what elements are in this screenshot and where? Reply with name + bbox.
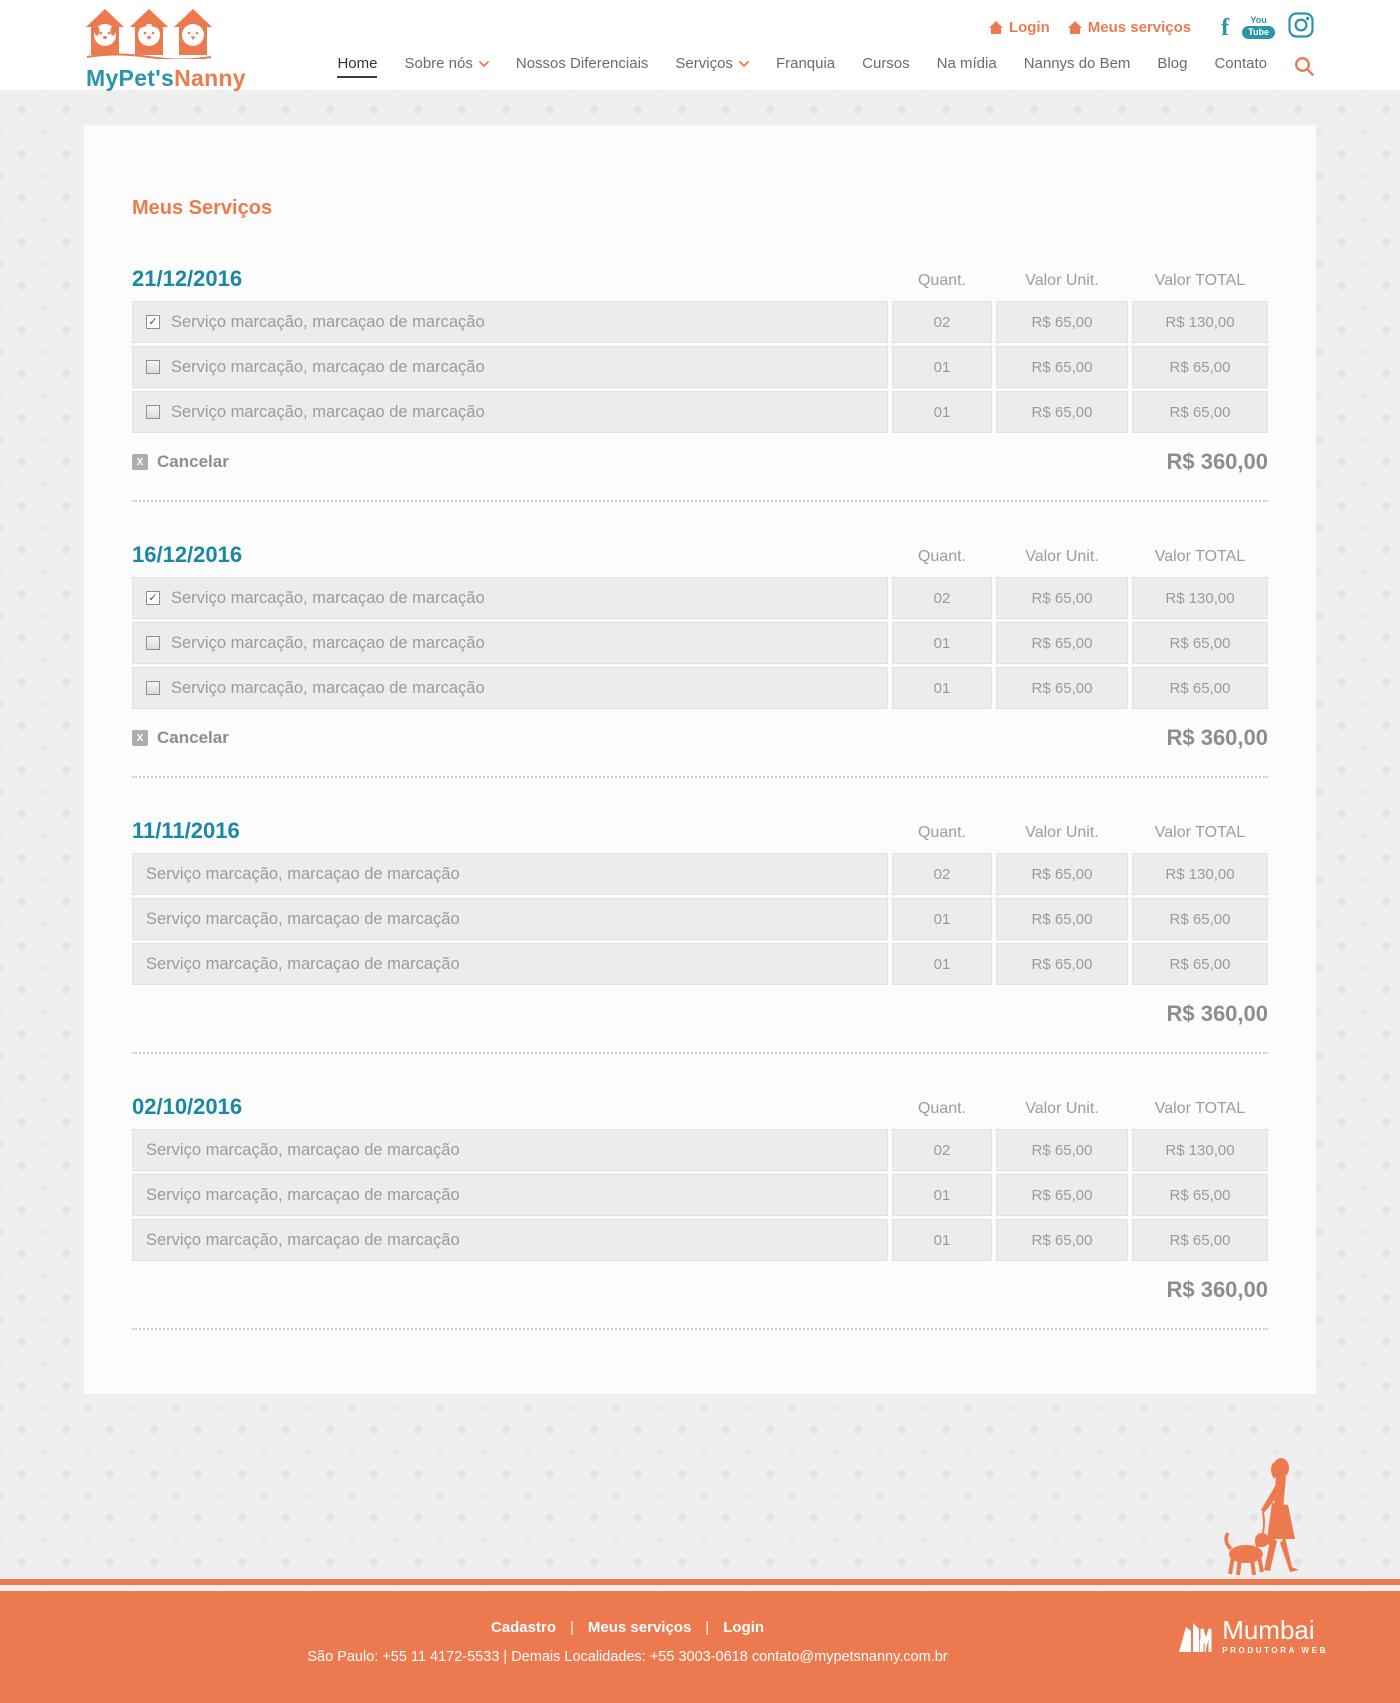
section-footer [132, 1000, 1268, 1028]
logo-text-mypets: MyPet's [86, 65, 175, 91]
service-desc-cell [132, 301, 888, 343]
service-row [132, 943, 1268, 985]
service-quant: 01 [892, 943, 992, 985]
service-row [132, 1219, 1268, 1261]
service-description: Serviço marcação, marcaçao de marcação [146, 1140, 460, 1159]
mumbai-text [1222, 1617, 1328, 1655]
column-header-quant: Quant. [917, 824, 967, 841]
facebook-icon[interactable]: f [1221, 14, 1230, 41]
service-unit-value: R$ 65,00 [996, 391, 1128, 433]
service-row [132, 853, 1268, 895]
mumbai-logo[interactable] [1178, 1617, 1328, 1655]
service-unit-value: R$ 65,00 [996, 1219, 1128, 1261]
service-row [132, 577, 1268, 619]
logo[interactable] [86, 7, 246, 92]
nav-label: Home [337, 55, 378, 72]
service-row [132, 391, 1268, 433]
nav-item-home[interactable] [337, 55, 377, 78]
site-header [0, 0, 1400, 90]
search-icon [1294, 56, 1314, 76]
service-description: Serviço marcação, marcaçao de marcação [171, 588, 485, 607]
service-row [132, 667, 1268, 709]
separator: | [570, 1619, 574, 1636]
service-description: Serviço marcação, marcaçao de marcação [146, 909, 460, 928]
service-checkbox-checked[interactable]: ✓ [146, 591, 160, 605]
service-desc-cell [132, 853, 888, 895]
service-description: Serviço marcação, marcaçao de marcação [171, 633, 485, 652]
service-description: Serviço marcação, marcaçao de marcação [171, 402, 485, 421]
content-card [84, 125, 1316, 1394]
service-unit-value: R$ 65,00 [996, 853, 1128, 895]
service-total-value: R$ 65,00 [1132, 898, 1268, 940]
service-desc-cell [132, 667, 888, 709]
service-quant: 02 [892, 853, 992, 895]
column-header-quant: Quant. [917, 272, 967, 289]
section-total: R$ 360,00 [1166, 449, 1268, 474]
column-header-unit: Valor Unit. [1025, 548, 1099, 565]
nav-item-blog[interactable] [1157, 55, 1187, 78]
service-desc-cell [132, 943, 888, 985]
nav-item-na-midia[interactable] [937, 55, 997, 78]
column-header-total: Valor TOTAL [1154, 824, 1246, 841]
nav-label: Contato [1214, 55, 1267, 72]
service-desc-cell [132, 1129, 888, 1171]
service-unit-value: R$ 65,00 [996, 577, 1128, 619]
service-desc-cell [132, 391, 888, 433]
footer-content [0, 1591, 1255, 1665]
service-checkbox-unchecked[interactable] [146, 360, 160, 374]
service-row [132, 1174, 1268, 1216]
service-description: Serviço marcação, marcaçao de marcação [146, 954, 460, 973]
service-checkbox-unchecked[interactable] [146, 636, 160, 650]
service-total-value: R$ 65,00 [1132, 943, 1268, 985]
section-header [132, 818, 1268, 844]
service-quant: 01 [892, 1219, 992, 1261]
utility-nav [989, 12, 1314, 43]
search-button[interactable] [1294, 56, 1314, 78]
nav-item-cursos[interactable] [862, 55, 910, 78]
section-header [132, 266, 1268, 292]
service-total-value: R$ 65,00 [1132, 346, 1268, 388]
instagram-icon[interactable] [1288, 12, 1314, 43]
service-row [132, 301, 1268, 343]
nav-label: Na mídia [936, 55, 997, 72]
column-header-unit: Valor Unit. [1025, 1100, 1099, 1117]
dog-walker-silhouette [1224, 1453, 1312, 1579]
service-total-value: R$ 130,00 [1132, 577, 1268, 619]
chevron-down-icon [739, 61, 749, 67]
footer-contact-info: São Paulo: +55 11 4172-5533 | Demais Localidades: +55 3003-0618 contato@mypetsnanny.com.br [307, 1649, 948, 1665]
youtube-icon[interactable] [1242, 16, 1275, 39]
service-description: Serviço marcação, marcaçao de marcação [171, 678, 485, 697]
site-footer [0, 1591, 1400, 1703]
service-unit-value: R$ 65,00 [996, 943, 1128, 985]
service-total-value: R$ 65,00 [1132, 1219, 1268, 1261]
social-icons [1221, 12, 1314, 43]
service-total-value: R$ 130,00 [1132, 853, 1268, 895]
service-total-value: R$ 65,00 [1132, 622, 1268, 664]
section-total: R$ 360,00 [1166, 1277, 1268, 1302]
service-description: Serviço marcação, marcaçao de marcação [171, 312, 485, 331]
nav-item-servicos[interactable] [675, 55, 749, 78]
cancel-button[interactable] [132, 728, 229, 748]
service-total-value: R$ 130,00 [1132, 1129, 1268, 1171]
service-quant: 01 [892, 622, 992, 664]
service-row [132, 346, 1268, 388]
column-header-total: Valor TOTAL [1154, 1100, 1246, 1117]
column-header-unit: Valor Unit. [1025, 824, 1099, 841]
service-checkbox-unchecked[interactable] [146, 405, 160, 419]
nav-label: Cursos [862, 55, 910, 72]
close-x-icon: X [132, 730, 148, 746]
mumbai-tagline: PRODUTORA WEB [1222, 1646, 1328, 1655]
nav-item-sobre-nos[interactable] [404, 55, 488, 78]
service-desc-cell [132, 1219, 888, 1261]
cancel-label: Cancelar [157, 728, 229, 747]
service-unit-value: R$ 65,00 [996, 898, 1128, 940]
service-section-11-11-2016 [132, 818, 1268, 1054]
service-unit-value: R$ 65,00 [996, 346, 1128, 388]
footer-link-meus-servicos[interactable]: Meus serviços [587, 1619, 692, 1636]
section-date: 11/11/2016 [132, 818, 240, 843]
youtube-text-tube: Tube [1242, 26, 1275, 39]
header-right [337, 12, 1314, 78]
section-footer [132, 724, 1268, 752]
service-desc-cell [132, 346, 888, 388]
nav-item-contato[interactable] [1214, 55, 1267, 78]
service-unit-value: R$ 65,00 [996, 622, 1128, 664]
service-total-value: R$ 130,00 [1132, 301, 1268, 343]
service-unit-value: R$ 65,00 [996, 667, 1128, 709]
section-header [132, 542, 1268, 568]
service-section-02-10-2016 [132, 1094, 1268, 1330]
cancel-button[interactable] [132, 452, 229, 472]
nav-item-nannys-do-bem[interactable] [1024, 55, 1131, 78]
separator: | [705, 1619, 710, 1636]
logo-houses-icon [86, 7, 212, 59]
service-desc-cell [132, 898, 888, 940]
service-description: Serviço marcação, marcaçao de marcação [146, 864, 460, 883]
section-date: 21/12/2016 [132, 266, 243, 291]
column-header-total: Valor TOTAL [1154, 272, 1246, 289]
section-date: 02/10/2016 [132, 1094, 243, 1119]
service-desc-cell [132, 1174, 888, 1216]
column-header-total: Valor TOTAL [1154, 548, 1246, 565]
section-divider [132, 1052, 1268, 1054]
cancel-label: Cancelar [157, 452, 229, 471]
main-nav [337, 52, 1314, 78]
column-header-quant: Quant. [917, 548, 967, 565]
service-quant: 02 [892, 577, 992, 619]
service-section-21-12-2016 [132, 266, 1268, 502]
section-header [132, 1094, 1268, 1120]
section-date: 16/12/2016 [132, 542, 243, 567]
service-description: Serviço marcação, marcaçao de marcação [146, 1230, 460, 1249]
service-description: Serviço marcação, marcaçao de marcação [171, 357, 485, 376]
login-label: Login [1008, 19, 1050, 36]
service-unit-value: R$ 65,00 [996, 301, 1128, 343]
section-divider [132, 500, 1268, 502]
section-total: R$ 360,00 [1166, 1001, 1268, 1026]
youtube-text-you: You [1250, 15, 1267, 25]
home-icon [989, 21, 1003, 34]
nav-label: Nossos Diferenciais [515, 55, 649, 72]
service-total-value: R$ 65,00 [1132, 391, 1268, 433]
service-quant: 02 [892, 1129, 992, 1171]
nav-label: Serviços [675, 55, 733, 72]
service-row [132, 898, 1268, 940]
section-footer [132, 448, 1268, 476]
nav-label: Sobre nós [404, 55, 473, 72]
chevron-down-icon [479, 61, 489, 67]
section-footer [132, 1276, 1268, 1304]
service-total-value: R$ 65,00 [1132, 1174, 1268, 1216]
page-title: Meus Serviços [132, 197, 273, 219]
section-total: R$ 360,00 [1166, 725, 1268, 750]
service-quant: 02 [892, 301, 992, 343]
service-total-value: R$ 65,00 [1132, 667, 1268, 709]
footer-accent-line [0, 1579, 1400, 1585]
footer-link-cadastro[interactable]: Cadastro [490, 1619, 556, 1636]
nav-item-nossos-diferenciais[interactable] [516, 55, 649, 78]
service-desc-cell [132, 622, 888, 664]
service-quant: 01 [892, 1174, 992, 1216]
section-divider [132, 776, 1268, 778]
service-row [132, 622, 1268, 664]
service-checkbox-checked[interactable]: ✓ [146, 315, 160, 329]
nav-label: Nannys do Bem [1023, 55, 1131, 72]
mumbai-name: Mumbai [1222, 1615, 1315, 1645]
section-divider [132, 1328, 1268, 1330]
column-header-quant: Quant. [917, 1100, 967, 1117]
service-unit-value: R$ 65,00 [996, 1174, 1128, 1216]
logo-wordmark [86, 65, 246, 92]
column-header-unit: Valor Unit. [1025, 272, 1099, 289]
service-quant: 01 [892, 391, 992, 433]
nav-label: Franquia [775, 55, 836, 72]
close-x-icon: X [132, 454, 148, 470]
login-link[interactable] [989, 19, 1050, 36]
mumbai-mark-icon [1178, 1619, 1214, 1653]
service-unit-value: R$ 65,00 [996, 1129, 1128, 1171]
nav-label: Blog [1157, 55, 1188, 72]
footer-link-login[interactable]: Login [723, 1619, 765, 1636]
service-quant: 01 [892, 667, 992, 709]
logo-text-nanny: Nanny [174, 65, 246, 91]
meus-servicos-link[interactable] [1068, 19, 1191, 36]
home-icon [1068, 21, 1082, 34]
service-desc-cell [132, 577, 888, 619]
service-row [132, 1129, 1268, 1171]
service-quant: 01 [892, 346, 992, 388]
meus-servicos-label: Meus serviços [1087, 19, 1192, 36]
footer-links [0, 1619, 1255, 1636]
service-checkbox-unchecked[interactable] [146, 681, 160, 695]
service-description: Serviço marcação, marcaçao de marcação [146, 1185, 460, 1204]
service-quant: 01 [892, 898, 992, 940]
service-section-16-12-2016 [132, 542, 1268, 778]
nav-item-franquia[interactable] [776, 55, 835, 78]
